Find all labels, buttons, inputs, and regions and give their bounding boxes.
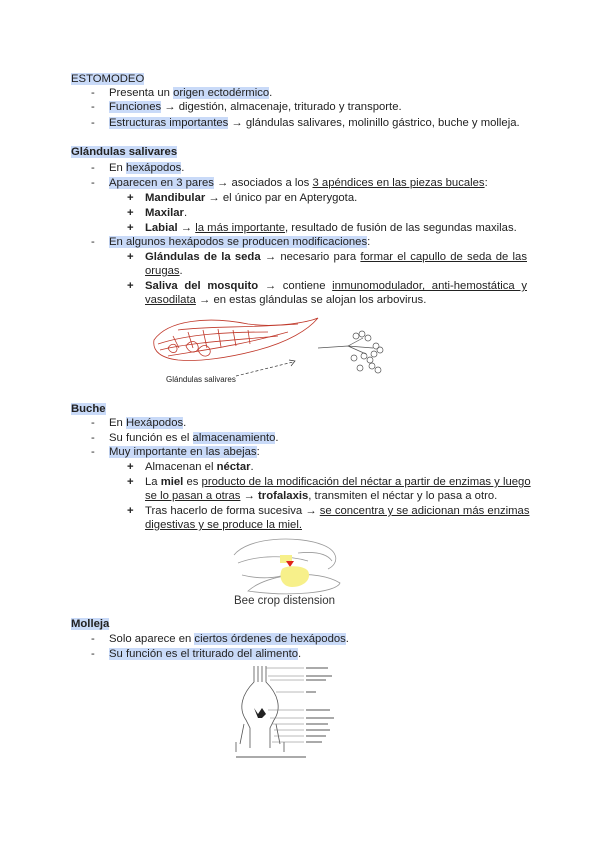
bullet-dash: -	[91, 432, 95, 444]
sub-list-item: La miel es producto de la modificación del néctar a partir de enzimas y luego	[145, 476, 531, 488]
gizzard-teeth-shape	[254, 708, 266, 718]
section-title-estomodeo: ESTOMODEO	[71, 73, 145, 85]
bullet-dash: -	[91, 446, 95, 458]
bullet-dash: -	[91, 633, 95, 645]
sub-list-item: Glándulas de la seda → necesario para formar el capullo de seda de las	[145, 251, 527, 263]
list-item: En Hexápodos.	[109, 417, 187, 429]
nectar-crop-shape	[280, 566, 309, 587]
red-arrow-shape	[286, 561, 294, 567]
sub-bullet-plus: +	[127, 192, 134, 204]
sub-list-item-continued: se lo pasan a otras → trofalaxis, transmiten el néctar y lo pasa a otro.	[145, 490, 498, 502]
label-leader-lines	[266, 668, 304, 742]
list-item: Estructuras importantes → glándulas salivares, molinillo gástrico, buche y molleja.	[109, 117, 520, 129]
bullet-dash: -	[91, 177, 95, 189]
sub-list-item: Tras hacerlo de forma sucesiva → se concentra y se adicionan más enzimas	[145, 505, 530, 517]
list-item: Solo aparece en ciertos órdenes de hexápodos.	[109, 633, 349, 645]
sub-bullet-plus: +	[127, 251, 134, 263]
bullet-dash: -	[91, 117, 95, 129]
sub-list-item: Maxilar.	[145, 207, 188, 219]
sub-list-item: Saliva del mosquito → contiene inmunomodulador, anti-hemostática y	[145, 280, 527, 292]
bullet-dash: -	[91, 417, 95, 429]
list-item: Presenta un origen ectodérmico.	[109, 87, 273, 99]
gizzard-figure	[232, 664, 347, 762]
list-item: En algunos hexápodos se producen modificaciones:	[109, 236, 371, 248]
bullet-dash: -	[91, 101, 95, 113]
sub-list-item-continued: digestivas y se produce la miel.	[145, 519, 302, 531]
list-item: Muy importante en las abejas:	[109, 446, 260, 458]
figure-label: Glándulas salivares	[166, 375, 236, 384]
section-title-molleja: Molleja	[71, 618, 110, 630]
section-title-buche: Buche	[71, 403, 106, 415]
sub-list-item: Almacenan el néctar.	[145, 461, 254, 473]
list-item: Su función es el triturado del alimento.	[109, 648, 302, 660]
sub-bullet-plus: +	[127, 207, 134, 219]
bee-crop-drawing	[228, 533, 348, 597]
sub-list-item-continued: vasodilata → en estas glándulas se alojan los arbovirus.	[145, 294, 427, 306]
label-text-marks	[236, 667, 334, 758]
list-item: Aparecen en 3 pares → asociados a los 3 apéndices en las piezas bucales:	[109, 177, 488, 189]
list-item: Funciones → digestión, almacenaje, triturado y transporte.	[109, 101, 402, 113]
sub-list-item: Mandibular → el único par en Apterygota.	[145, 192, 358, 204]
sub-bullet-plus: +	[127, 461, 134, 473]
sub-list-item-continued: orugas.	[145, 265, 183, 277]
bullet-dash: -	[91, 236, 95, 248]
gizzard-drawing	[232, 664, 347, 762]
list-item: Su función es el almacenamiento.	[109, 432, 279, 444]
sub-bullet-plus: +	[127, 505, 134, 517]
salivary-gland-figure	[148, 310, 388, 392]
silk-gland-shape	[154, 318, 318, 361]
sub-list-item: Labial → la más importante, resultado de fusión de las segundas maxilas.	[145, 222, 517, 234]
mosquito-gland-shape	[318, 331, 383, 373]
section-title-glandulas: Glándulas salivares	[71, 146, 178, 158]
bullet-dash: -	[91, 162, 95, 174]
figure-caption: Bee crop distension	[234, 595, 336, 607]
sub-bullet-plus: +	[127, 280, 134, 292]
bullet-dash: -	[91, 87, 95, 99]
label-pointer-line	[236, 362, 293, 376]
list-item: En hexápodos.	[109, 162, 185, 174]
bee-crop-figure	[228, 533, 348, 609]
bullet-dash: -	[91, 648, 95, 660]
sub-bullet-plus: +	[127, 476, 134, 488]
foregut-outline	[236, 666, 284, 752]
sub-bullet-plus: +	[127, 222, 134, 234]
